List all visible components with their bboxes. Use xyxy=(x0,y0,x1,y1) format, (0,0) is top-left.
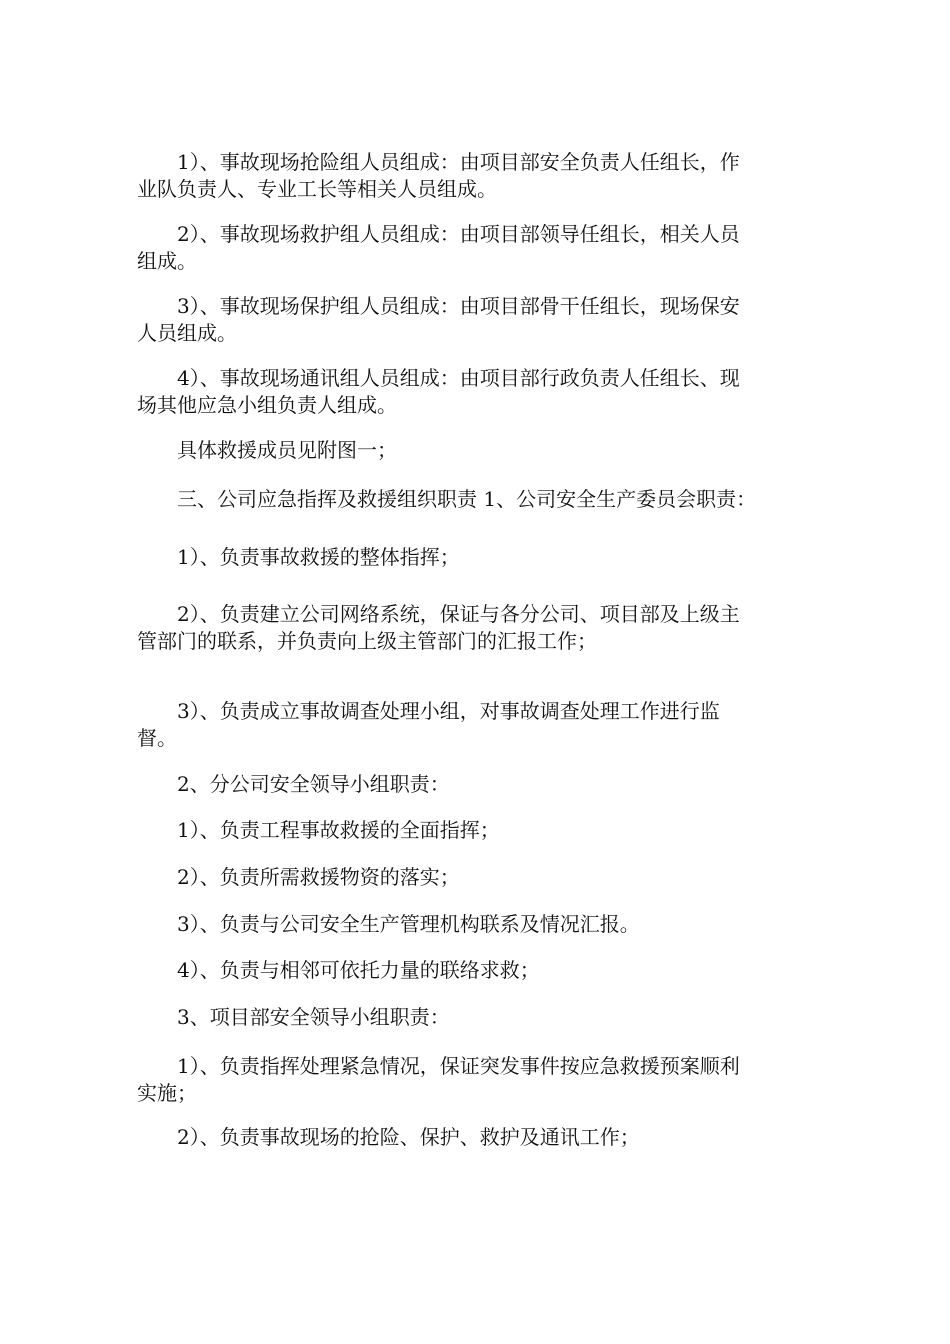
text-line: 1）、事故现场抢险组人员组成：由项目部安全负责人任组长，作 xyxy=(177,150,740,174)
text-line: 3、项目部安全领导小组职责： xyxy=(177,1005,450,1029)
text-line: 2、分公司安全领导小组职责： xyxy=(177,772,450,796)
paragraph xyxy=(137,365,827,419)
text-line: 业队负责人、专业工长等相关人员组成。 xyxy=(137,177,497,201)
paragraph xyxy=(137,1004,827,1031)
text-line: 督。 xyxy=(137,726,177,750)
text-line: 3）、负责与公司安全生产管理机构联系及情况汇报。 xyxy=(177,912,640,936)
paragraph xyxy=(137,149,827,203)
text-line: 3）、事故现场保护组人员组成：由项目部骨干任组长，现场保安 xyxy=(177,294,740,318)
paragraph xyxy=(137,601,827,655)
text-line: 三、公司应急指挥及救援组织职责 1、公司安全生产委员会职责： xyxy=(177,487,757,511)
text-line: 场其他应急小组负责人组成。 xyxy=(137,393,397,417)
text-line: 2）、事故现场救护组人员组成：由项目部领导任组长，相关人员 xyxy=(177,222,740,246)
paragraph xyxy=(137,864,827,891)
text-line: 1）、负责指挥处理紧急情况，保证突发事件按应急救援预案顺利 xyxy=(177,1054,740,1078)
text-line: 4）、负责与相邻可依托力量的联络求救； xyxy=(177,958,540,982)
text-line: 人员组成。 xyxy=(137,321,237,345)
text-line: 2）、负责事故现场的抢险、保护、救护及通讯工作； xyxy=(177,1125,640,1149)
text-line: 2）、负责所需救援物资的落实； xyxy=(177,865,460,889)
paragraph xyxy=(137,911,827,938)
text-line: 4）、事故现场通讯组人员组成：由项目部行政负责人任组长、现 xyxy=(177,366,740,390)
text-line: 管部门的联系，并负责向上级主管部门的汇报工作； xyxy=(137,629,597,653)
paragraph xyxy=(137,221,827,275)
paragraph xyxy=(137,771,827,798)
paragraph xyxy=(137,544,827,571)
paragraph xyxy=(137,698,827,752)
text-line: 具体救援成员见附图一； xyxy=(177,438,397,462)
paragraph xyxy=(137,957,827,984)
text-line: 3）、负责成立事故调查处理小组，对事故调查处理工作进行监 xyxy=(177,699,720,723)
paragraph xyxy=(137,1124,827,1151)
text-line: 实施； xyxy=(137,1081,197,1105)
paragraph xyxy=(137,817,827,844)
paragraph xyxy=(137,437,827,464)
paragraph xyxy=(137,1053,827,1107)
paragraph xyxy=(137,293,827,347)
text-line: 2）、负责建立公司网络系统，保证与各分公司、项目部及上级主 xyxy=(177,602,740,626)
text-line: 1）、负责工程事故救援的全面指挥； xyxy=(177,818,500,842)
text-line: 1）、负责事故救援的整体指挥； xyxy=(177,545,460,569)
paragraph xyxy=(137,486,827,513)
text-line: 组成。 xyxy=(137,249,197,273)
